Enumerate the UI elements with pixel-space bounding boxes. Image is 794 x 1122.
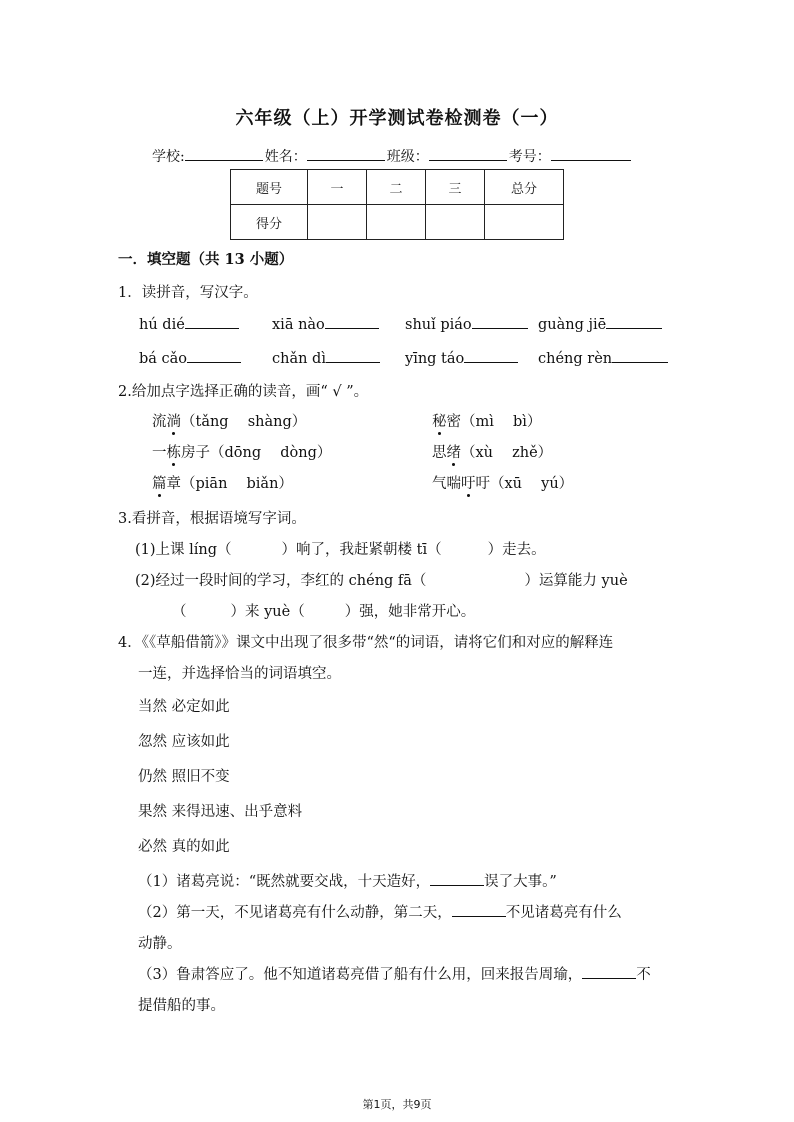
score-row-label: 得分 [231, 205, 308, 240]
q4-sentence-1 [138, 870, 557, 891]
header-cell: 三 [426, 170, 485, 205]
q4-word[interactable]: 忽然 应该如此 [138, 734, 230, 750]
score-cell[interactable] [426, 205, 485, 240]
school-blank[interactable] [185, 146, 263, 161]
answer-blank[interactable] [326, 348, 380, 363]
q4-sentence-3 [138, 963, 651, 984]
pinyin: guàng jiē [538, 317, 607, 333]
text: （2）第一天，不见诸葛亮有什么动静，第二天， [138, 905, 452, 921]
pinyin: chéng rèn [538, 351, 613, 367]
q1-item [139, 314, 239, 333]
q4-word[interactable]: 果然 来得迅速、出乎意料 [138, 804, 303, 820]
answer-blank[interactable] [452, 902, 506, 917]
text: 密 [446, 414, 461, 430]
dotted-char: 篇 [152, 476, 167, 492]
text: 一 [152, 445, 167, 461]
text: 不见诸葛亮有什么 [505, 905, 622, 921]
text: 流 [152, 414, 167, 430]
header-cell: 一 [308, 170, 367, 205]
score-table [230, 169, 564, 240]
score-cell[interactable] [367, 205, 426, 240]
q3-stem: 3.看拼音，根据语境写字词。 [118, 511, 306, 527]
q2-item [152, 441, 331, 462]
q4-stem-cont: 一连，并选择恰当的词语填空。 [138, 666, 341, 682]
q4-stem: 4．《《草船借箭》》课文中出现了很多带“然“的词语，请将它们和对应的解释连 [118, 635, 614, 651]
number-label: 考号： [508, 149, 551, 165]
q1-item [538, 348, 668, 367]
dotted-char: 吁 [461, 476, 476, 492]
answer-blank[interactable] [430, 871, 484, 886]
pinyin: hú dié [139, 317, 185, 333]
text: 吁 [475, 476, 490, 492]
text: （ [172, 604, 187, 620]
q3-line-2 [135, 569, 628, 590]
text: ）来 yuè（ [230, 604, 305, 620]
q2-item [152, 472, 293, 493]
q2-item [152, 410, 306, 431]
text: (1)上课 líng（ [135, 542, 232, 558]
q4-sentence-3-cont: 提借船的事。 [138, 998, 225, 1014]
dotted-char: 秘 [432, 414, 447, 430]
q1-item [405, 348, 518, 367]
text: （1）诸葛亮说：“既然就要交战，十天造好， [138, 874, 431, 890]
student-info-line [152, 146, 633, 166]
q4-word[interactable]: 当然 必定如此 [138, 699, 230, 715]
q4-sentence-2 [138, 901, 622, 922]
school-label: 学校: [152, 149, 185, 165]
pinyin-options[interactable]: （xū yú） [490, 476, 574, 492]
q1-item [405, 314, 528, 333]
section-heading: 一．填空题（共 13 小题） [118, 251, 294, 268]
q1-item [139, 348, 241, 367]
page-footer: 第1页，共9页 [362, 1098, 432, 1111]
q1-item [272, 348, 380, 367]
header-cell: 题号 [231, 170, 308, 205]
answer-blank[interactable] [582, 964, 636, 979]
pinyin-options[interactable]: （tǎng shàng） [181, 414, 307, 430]
answer-blank[interactable] [606, 314, 662, 329]
q2-stem: 2.给加点字选择正确的读音，画“ √ ”。 [118, 384, 369, 400]
dotted-char: 栋 [166, 445, 181, 461]
text: 思 [432, 445, 447, 461]
text: 章 [166, 476, 181, 492]
q4-word[interactable]: 仍然 照旧不变 [138, 769, 230, 785]
pinyin: xiā nào [272, 317, 325, 333]
pinyin-options[interactable]: （xù zhě） [461, 445, 553, 461]
answer-blank[interactable] [325, 314, 379, 329]
dotted-char: 淌 [166, 414, 181, 430]
pinyin: shuǐ piáo [405, 317, 472, 333]
score-cell[interactable] [308, 205, 367, 240]
text: 气喘 [432, 476, 461, 492]
name-label: 姓名： [264, 149, 307, 165]
name-blank[interactable] [307, 146, 385, 161]
text: ）运算能力 yuè [524, 573, 628, 589]
text: （3）鲁肃答应了。他不知道诸葛亮借了船有什么用，回来报告周瑜， [138, 967, 583, 983]
score-row [231, 205, 564, 240]
pinyin: bá cǎo [139, 351, 188, 367]
q4-sentence-2-cont: 动静。 [138, 936, 182, 952]
page-title: 六年级（上）开学测试卷检测卷（一） [235, 108, 559, 129]
class-label: 班级： [386, 149, 429, 165]
header-cell: 总分 [485, 170, 564, 205]
dotted-char: 绪 [446, 445, 461, 461]
text: ）响了，我赶紧朝楼 tī（ [281, 542, 442, 558]
q1-item [272, 314, 379, 333]
score-header-row [231, 170, 564, 205]
pinyin-options[interactable]: （piān biǎn） [181, 476, 293, 492]
answer-blank[interactable] [185, 314, 239, 329]
q3-line-3 [172, 600, 475, 621]
q1-stem: 1．读拼音，写汉字。 [118, 285, 258, 301]
text: ）强，她非常开心。 [344, 604, 476, 620]
number-blank[interactable] [551, 146, 631, 161]
pinyin: chǎn dì [272, 351, 326, 367]
text: 房子 [181, 445, 210, 461]
q2-item [432, 472, 573, 493]
text: ）走去。 [487, 542, 546, 558]
text: 不 [636, 967, 651, 983]
q3-line-1 [135, 538, 546, 559]
answer-blank[interactable] [187, 348, 241, 363]
q4-word[interactable]: 必然 真的如此 [138, 839, 230, 855]
answer-blank[interactable] [472, 314, 528, 329]
header-cell: 二 [367, 170, 426, 205]
answer-blank[interactable] [612, 348, 668, 363]
answer-blank[interactable] [464, 348, 518, 363]
pinyin-options[interactable]: （mì bì） [461, 414, 542, 430]
q1-item [538, 314, 662, 333]
pinyin-options[interactable]: （dōng dòng） [210, 445, 332, 461]
text: 误了大事。” [484, 874, 557, 890]
class-blank[interactable] [429, 146, 507, 161]
pinyin: yīng táo [405, 351, 465, 367]
q2-item [432, 410, 541, 431]
text: (2)经过一段时间的学习，李红的 chéng fā（ [135, 573, 427, 589]
score-cell[interactable] [485, 205, 564, 240]
q2-item [432, 441, 552, 462]
